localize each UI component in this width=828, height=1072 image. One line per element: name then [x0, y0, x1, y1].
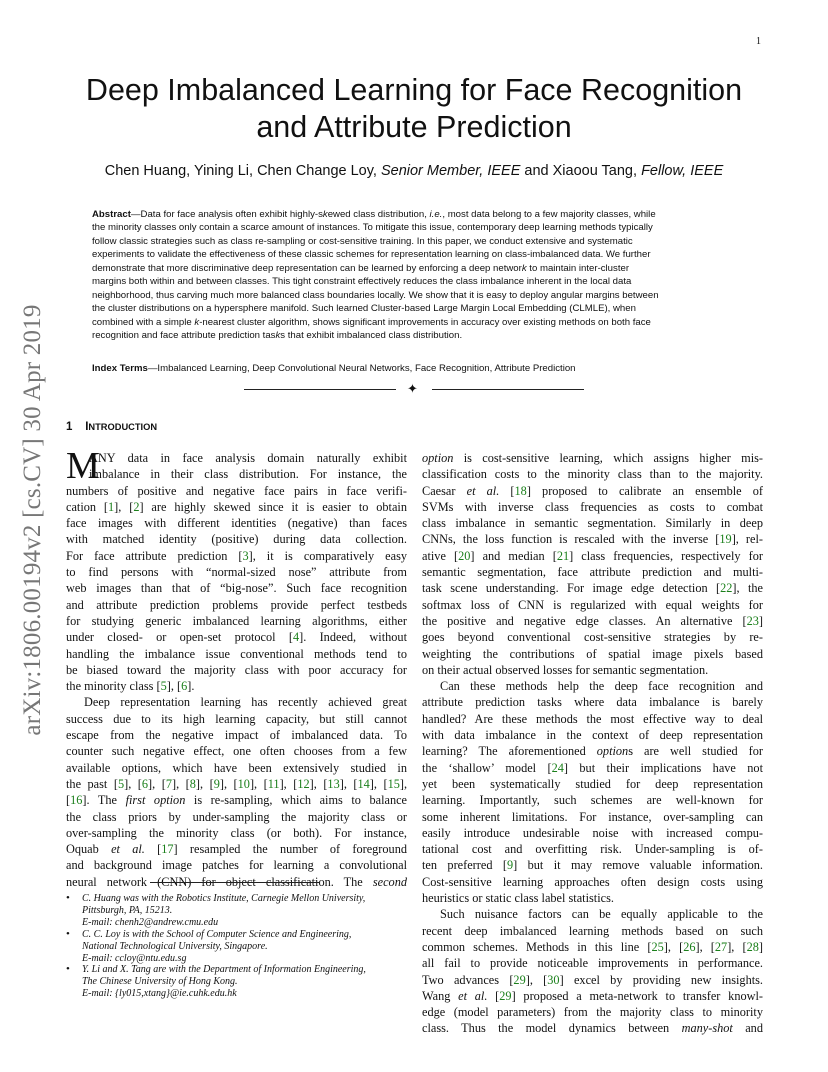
- text-line: counter such negative effect, one often chooses from a few: [66, 744, 407, 759]
- footnote-line: National Technological University, Singapore.: [82, 940, 268, 952]
- footnote-rule: [150, 882, 320, 883]
- author-names: Chen Huang, Yining Li, Chen Change Loy,: [104, 163, 381, 179]
- abstract-line: recognition and face attribute prediction tasks that exhibit imbalanced class distribution.: [92, 330, 463, 342]
- text-line: some inherent limitations. For instance, over-sampling can: [422, 809, 763, 824]
- text-line: yet been systematically studied for deep representation: [422, 776, 763, 791]
- abstract: [92, 208, 738, 343]
- text-line: Oquab et al. [17] resampled the number of foreground: [66, 842, 407, 857]
- text-line: with matched identity (positive) during data collection.: [66, 532, 407, 547]
- text-line: under closed- or open-set protocol [4]. Indeed, without: [66, 630, 407, 645]
- abstract-line: the cluster distributions on a hypersphere manifold. Such learned Cluster-based Large Margin Local Embedding (CLMLE), when: [92, 303, 636, 315]
- arxiv-identifier-text: arXiv:1806.00194v2 [cs.CV] 30 Apr 2019: [19, 304, 46, 736]
- abstract-line: margins both within and between classes. This tight constraint effectively reduces the class imbalance inherent in the local data: [92, 276, 632, 288]
- author-role: Senior Member, IEEE: [380, 163, 521, 179]
- text-line: edge (model parameters) from the majority class to minority: [422, 1005, 763, 1020]
- footnotes: [66, 893, 407, 1000]
- text-line: weighting the contributions of spatial image pixels based: [422, 646, 763, 661]
- text-line: goes beyond conventional cost-sensitive strategies by re-: [422, 630, 763, 645]
- footnote-line: C. Huang was with the Robotics Institute, Carnegie Mellon University,: [82, 893, 366, 904]
- footnote: [66, 964, 407, 1000]
- text-line: heuristics or static class label statistics.: [422, 891, 614, 906]
- text-line: be biased toward the majority class with poor accuracy for: [66, 662, 407, 677]
- text-line: [16]. The first option is re-sampling, which aims to balance: [66, 793, 408, 808]
- bullet-icon: •: [66, 963, 70, 976]
- text-line: available options, which have been extensively studied in: [66, 760, 407, 775]
- section-title: INTRODUCTION: [85, 421, 158, 433]
- text-line: ANY data in face analysis domain naturally exhibit: [89, 451, 407, 465]
- bullet-icon: •: [66, 927, 70, 940]
- text-line: Cost-sensitive learning approaches often design costs using: [422, 874, 763, 889]
- drop-cap: M: [66, 445, 100, 487]
- text-line: easily introduce undesirable noise with increased compu-: [422, 825, 763, 840]
- abstract-line: combined with a simple k-nearest cluster algorithm, shows significant improvements in accuracy over existing methods on both face: [92, 316, 651, 328]
- text-line: the past [5], [6], [7], [8], [9], [10], [11], [12], [13], [14], [15],: [66, 776, 408, 791]
- text-line: CNNs, the loss function is rescaled with the inverse [19], rel-: [422, 532, 763, 547]
- text-line: face images with different identities (negative) than faces: [66, 516, 407, 531]
- footnote-line: E-mail: {ly015,xtang}@ie.cuhk.edu.hk: [82, 988, 237, 1000]
- text-line: For face attribute prediction [3], it is comparatively easy: [66, 548, 407, 563]
- text-line: Caesar et al. [18] proposed to calibrate an ensemble of: [422, 483, 764, 498]
- text-line: Deep representation learning has recently achieved great: [84, 695, 407, 710]
- footnote: [66, 929, 407, 965]
- section-heading: [66, 421, 157, 433]
- text-line: tational cost and overfitting risk. Under-sampling is of-: [422, 842, 763, 857]
- text-line: class imbalance in semantic segmentation. Similarly in deep: [422, 516, 763, 531]
- footnote: [66, 893, 407, 929]
- text-line: and attribute prediction problems provide perfect testbeds: [66, 597, 407, 612]
- text-line: the class priors by under-sampling the majority class or: [66, 809, 407, 824]
- bullet-icon: •: [66, 892, 70, 904]
- text-line: escape from the negative impact of imbalanced data. To: [66, 728, 407, 743]
- abstract-line: follow classic strategies such as class re-sampling or cost-sensitive training. In this paper, we conduct extensive and systematic: [92, 235, 633, 247]
- text-line: learning. Importantly, such schemes are well-known for: [422, 793, 763, 808]
- text-line: Wang et al. [29] proposed a meta-network to transfer knowl-: [422, 988, 764, 1003]
- text-line: ative [20] and median [21] class frequencies, respectively for: [422, 548, 763, 563]
- text-line: handled? Are these methods the most effective way to deal: [422, 711, 763, 726]
- author-names: and Xiaoou Tang,: [520, 163, 642, 179]
- text-line: SVMs with inverse class frequencies as costs to combat: [422, 499, 763, 514]
- text-line: option is cost-sensitive learning, which assigns higher mis-: [422, 451, 763, 465]
- diamond-icon: ✦: [407, 381, 418, 396]
- text-line: recent deep imbalanced learning methods based on such: [422, 923, 763, 938]
- text-line: the ‘shallow’ model [24] but their implications have not: [422, 760, 764, 775]
- text-line: neural network (CNN) for object classification. The second: [66, 874, 407, 889]
- text-line: success due to its high learning capacity, but still cannot: [66, 711, 407, 726]
- title-line: Deep Imbalanced Learning for Face Recognition: [85, 73, 743, 107]
- text-line: with data imbalance in the context of deep representation: [422, 728, 763, 743]
- text-line: Two advances [29], [30] excel by providing new insights.: [422, 972, 763, 987]
- text-line: the positive and negative edge classes. An alternative [23]: [422, 613, 763, 628]
- text-line: all fail to provide noticeable improvements in performance.: [422, 956, 763, 971]
- footnote-line: The Chinese University of Hong Kong.: [82, 976, 238, 988]
- footnote-line: Y. Li and X. Tang are with the Department of Information Engineering,: [82, 964, 366, 976]
- index-terms: [92, 362, 738, 375]
- text-line: the minority class [5], [6].: [66, 679, 195, 694]
- text-line: Such nuisance factors can be equally applicable to the: [440, 907, 763, 922]
- text-line: cation [1], [2] are highly skewed since it is easier to obtain: [66, 499, 407, 514]
- abstract-line: demonstrate that more discriminative deep representation can be learned by enforcing a deep network to maintain inter-cluster: [92, 262, 630, 274]
- text-line: handling the imbalance issue conventional methods tend to: [66, 646, 407, 661]
- text-line: web images than that of “big-nose”. Such face recognition: [66, 581, 407, 596]
- abstract-label: Abstract: [92, 209, 131, 220]
- text-line: classification costs to the minority class than to the majority.: [422, 467, 763, 482]
- text-line: learning? The aforementioned options are well studied for: [422, 744, 764, 759]
- text-line: on their actual observed losses for semantic segmentation.: [422, 662, 709, 677]
- text-line: numbers of positive and negative face pairs in face verifi-: [66, 483, 407, 498]
- left-column: [66, 445, 408, 890]
- text-line: semantic segmentation, face attribute prediction and multi-: [422, 565, 763, 580]
- author-list: [40, 163, 788, 179]
- right-column: [422, 450, 763, 1037]
- footnote-line: E-mail: chenh2@andrew.cmu.edu: [82, 916, 219, 928]
- text-line: ten preferred [9] but it may remove valuable information.: [422, 858, 763, 873]
- abstract-line: Abstract—Data for face analysis often exhibit highly-skewed class distribution, i.e., most data belong to a few majority classes, while: [92, 209, 656, 220]
- page-number: 1: [756, 36, 761, 47]
- text-line: common schemes. Methods in this line [25], [26], [27], [28]: [422, 939, 763, 954]
- paper-title: [40, 72, 788, 146]
- section-number: 1: [66, 421, 73, 433]
- text-line: softmax loss of CNN is regularized with equal weights for: [422, 597, 763, 612]
- footnote-line: C. C. Loy is with the School of Computer Science and Engineering,: [82, 928, 352, 940]
- author-role: Fellow, IEEE: [641, 163, 724, 179]
- text-line: for studying generic imbalanced learning algorithms, either: [66, 613, 407, 628]
- title-line: and Attribute Prediction: [256, 110, 572, 144]
- text-line: over-sampling the minority class (or both). For instance,: [66, 825, 407, 840]
- abstract-line: the minority classes only contain a scarce amount of instances. To mitigate this issue, contemporary deep learning methods typically: [92, 222, 653, 234]
- text-line: attribute prediction tasks where data imbalance is barely: [422, 695, 763, 710]
- index-terms-label: Index Terms: [92, 363, 148, 374]
- text-line: Can these methods help the deep face recognition and: [440, 679, 763, 694]
- footnote-line: Pittsburgh, PA, 15213.: [82, 904, 173, 916]
- text-line: to find persons with “normal-sized nose” attribute from: [66, 565, 407, 580]
- arxiv-identifier: [8, 280, 58, 760]
- abstract-line: neighborhood, thus carving much more balanced class boundaries locally. We show that it is easy to deploy angular margins between: [92, 289, 659, 301]
- text-line: and background image patches for learning a convolutional: [66, 858, 407, 873]
- section-separator: [244, 381, 584, 396]
- index-terms-text: —Imbalanced Learning, Deep Convolutional Neural Networks, Face Recognition, Attribute Prediction: [147, 363, 576, 374]
- text-line: task scene understanding. For image edge detection [22], the: [422, 581, 763, 596]
- footnote-line: E-mail: ccloy@ntu.edu.sg: [82, 952, 187, 964]
- text-line: imbalance in their class distribution. For instance, the: [89, 467, 407, 482]
- text-line: class. Thus the model dynamics between many-shot and: [422, 1021, 763, 1036]
- abstract-line: experiments to validate the effectiveness of these classic schemes for representation learning on class-imbalanced data. We further: [92, 249, 651, 261]
